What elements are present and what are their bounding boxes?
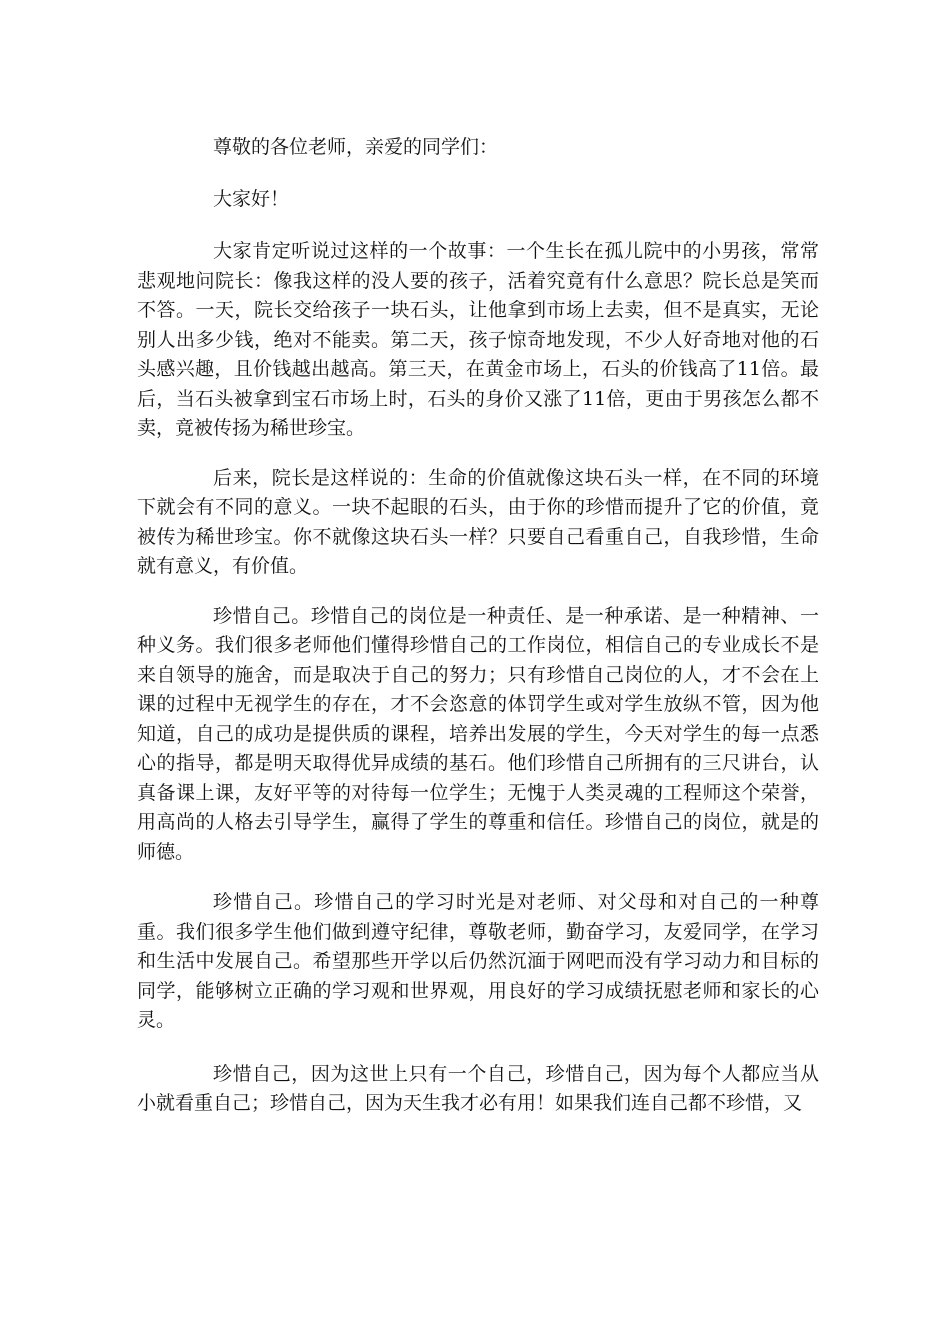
paragraph-student: 珍惜自己。珍惜自己的学习时光是对老师、对父母和对自己的一种尊重。我们很多学生他们做到遵守纪律，尊敬老师，勤奋学习，友爱同学，在学习和生活中发展自己。希望那些开学以后仍然沉湎于网吧而没有学习动力和目标的同学，能够树立正确的学习观和世界观，用良好的学习成绩抚慰老师和家长的心灵。 [137, 891, 819, 1031]
paragraph-closing: 珍惜自己，因为这世上只有一个自己，珍惜自己，因为每个人都应当从小就看重自己；珍惜自己，因为天生我才必有用！如果我们连自己都不珍惜，又 [137, 1062, 819, 1114]
paragraph-teacher: 珍惜自己。珍惜自己的岗位是一种责任、是一种承诺、是一种精神、一种义务。我们很多老师他们懂得珍惜自己的工作岗位，相信自己的专业成长不是来自领导的施舍，而是取决于自己的努力；只有珍惜自己岗位的人，才不会在上课的过程中无视学生的存在，才不会恣意的体罚学生或对学生放纵不管，因为他知道，自己的成功是提供质的课程，培养出发展的学生，今天对学生的每一点悉心的指导，都是明天取得优异成绩的基石。他们珍惜自己所拥有的三尺讲台，认真备课上课，友好平等的对待每一位学生；无愧于人类灵魂的工程师这个荣誉，用高尚的人格去引导学生，赢得了学生的尊重和信任。珍惜自己的岗位，就是的师德。 [137, 604, 819, 863]
speech-body [137, 133, 819, 1119]
paragraph-later: 后来，院长是这样说的：生命的价值就像这块石头一样，在不同的环境下就会有不同的意义。一块不起眼的石头，由于你的珍惜而提升了它的价值，竟被传为稀世珍宝。你不就像这块石头一样？只要自己看重自己，自我珍惜，生命就有意义，有价值。 [137, 466, 819, 577]
greeting-line: 尊敬的各位老师，亲爱的同学们： [213, 136, 499, 158]
paragraph-story: 大家肯定听说过这样的一个故事：一个生长在孤儿院中的小男孩，常常悲观地问院长：像我这样的没人要的孩子，活着究竟有什么意思？院长总是笑而不答。一天，院长交给孩子一块石头，让他拿到市场上去卖，但不是真实，无论别人出多少钱，绝对不能卖。第二天，孩子惊奇地发现，不少人好奇地对他的石头感兴趣，且价钱越出越高。第三天，在黄金市场上，石头的价钱高了11倍。最后，当石头被拿到宝石市场上时，石头的身价又涨了11倍，更由于男孩怎么都不卖，竟被传扬为稀世珍宝。 [137, 240, 819, 439]
hello-line: 大家好！ [213, 187, 290, 210]
